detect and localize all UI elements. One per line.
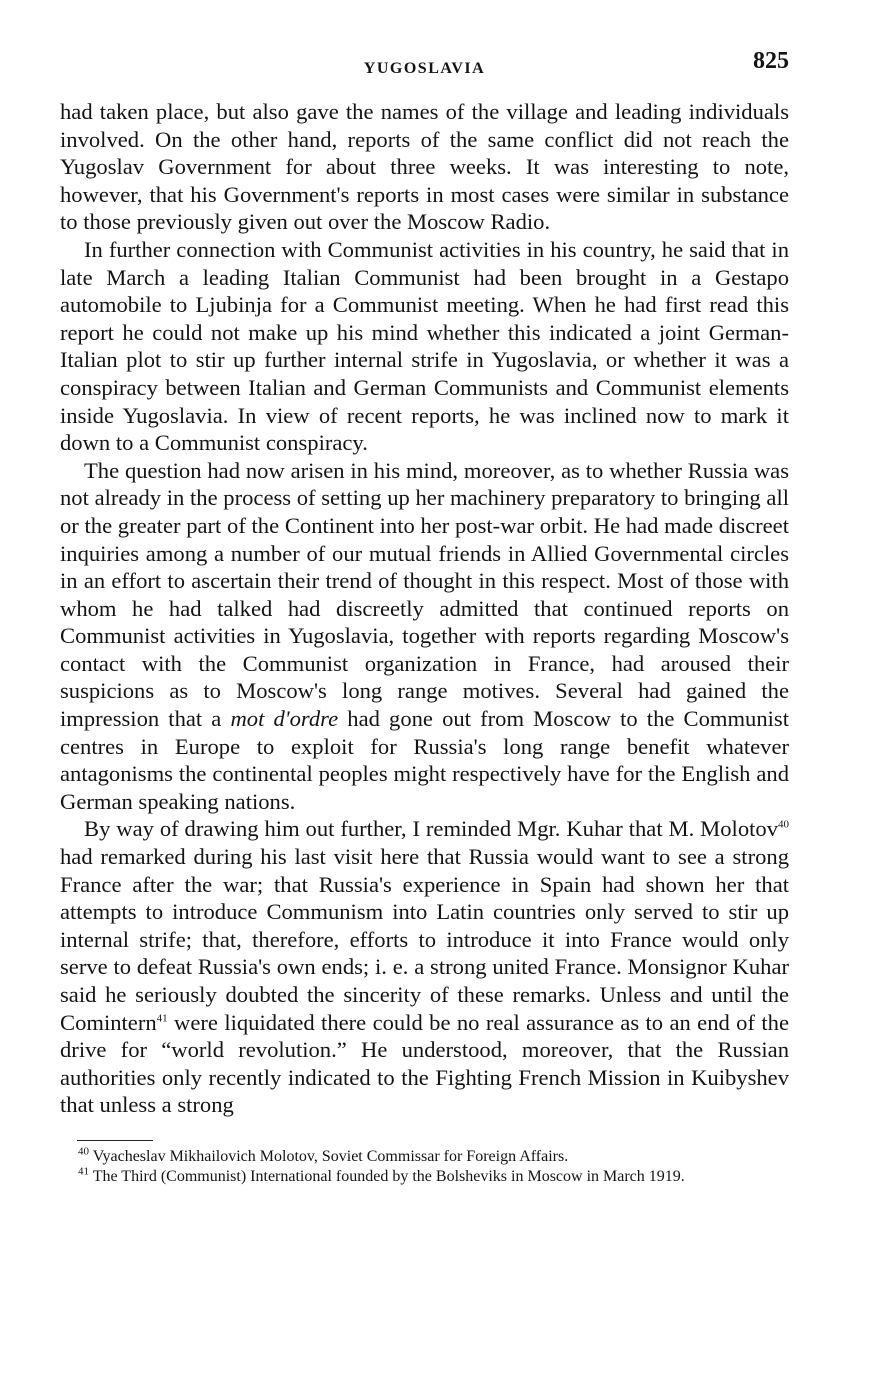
footnote-mark-41: 41 — [78, 1165, 89, 1178]
paragraph-3-italic: mot d'ordre — [230, 706, 339, 732]
footnotes — [60, 1147, 789, 1187]
paragraph-4 — [60, 815, 789, 1119]
paragraph-4-text-c: were liquidated there could be no real assurance as to an end of the drive for “world revolution.” He understood, moreover, that the Russian authorities only recently indicated to the Fighting French Mission in Kuibyshev that unless a strong — [60, 1009, 789, 1118]
footnote-ref-40: 40 — [778, 818, 789, 831]
paragraph-4-text-b: had remarked during his last visit here that Russia would want to see a strong France after the war; that Russia's experience in Spain had shown her that attempts to introduce Communism into Latin countries only served to stir up internal strife; that, therefore, efforts to introduce it into France would only serve to defeat Russia's own ends; i. e. a strong united France. Monsignor Kuhar said he seriously doubted the sincerity of these remarks. Unless and until the Comintern — [60, 844, 789, 1035]
footnote-40-text: Vyacheslav Mikhailovich Molotov, Soviet Commissar for Foreign Affairs. — [89, 1147, 569, 1165]
footnote-40 — [60, 1147, 789, 1167]
footnote-ref-41: 41 — [156, 1012, 168, 1025]
footnote-mark-40: 40 — [78, 1145, 89, 1158]
page-number: 825 — [753, 48, 789, 74]
paragraph-3 — [60, 457, 789, 816]
paragraph-3-text-b: had gone out from Moscow to the Communist centres in Europe to exploit for Russia's long range benefit whatever antagonisms the continental peoples might respectively have for the English and German speaking nations. — [60, 706, 789, 814]
paragraph-1: had taken place, but also gave the names of the village and leading individuals involved. On the other hand, reports of the same conflict did not reach the Yugoslav Government for about three weeks. It was interesting to note, however, that his Government's reports in most cases were similar in substance to those previously given out over the Moscow Radio. — [60, 99, 789, 235]
footnote-41 — [60, 1167, 789, 1187]
footnote-41-text: The Third (Communist) International founded by the Bolsheviks in Moscow in March 1919. — [89, 1167, 685, 1185]
running-head: YUGOSLAVIA — [363, 60, 486, 77]
body-text — [60, 98, 789, 1119]
footnote-rule — [77, 1140, 153, 1141]
paragraph-3-text-a: The question had now arisen in his mind, moreover, as to whether Russia was not already in the process of setting up her machinery preparatory to bringing all or the greater part of the Continent into her post-war orbit. He had made discreet inquiries among a number of our mutual friends in Allied Governmental circles in an effort to ascertain their trend of thought in this respect. Most of those with whom he had talked had discreetly admitted that continued reports on Communist activities in Yugoslavia, together with reports regarding Moscow's contact with the Communist organization in France, had aroused their suspicions as to Moscow's long range motives. Several had gained the impression that a — [60, 457, 789, 732]
page-header — [60, 46, 789, 98]
paragraph-2: In further connection with Communist activities in his country, he said that in late March a leading Italian Communist had been brought in a Gestapo automobile to Ljubinja for a Communist meeting. When he had first read this report he could not make up his mind whether this indicated a joint German-Italian plot to stir up further internal strife in Yugoslavia, or whether it was a conspiracy between Italian and German Communists and Communist elements inside Yugoslavia. In view of recent reports, he was inclined now to mark it down to a Communist conspiracy. — [60, 236, 789, 456]
paragraph-4-text-a: By way of drawing him out further, I reminded Mgr. Kuhar that M. Molotov — [84, 816, 778, 842]
